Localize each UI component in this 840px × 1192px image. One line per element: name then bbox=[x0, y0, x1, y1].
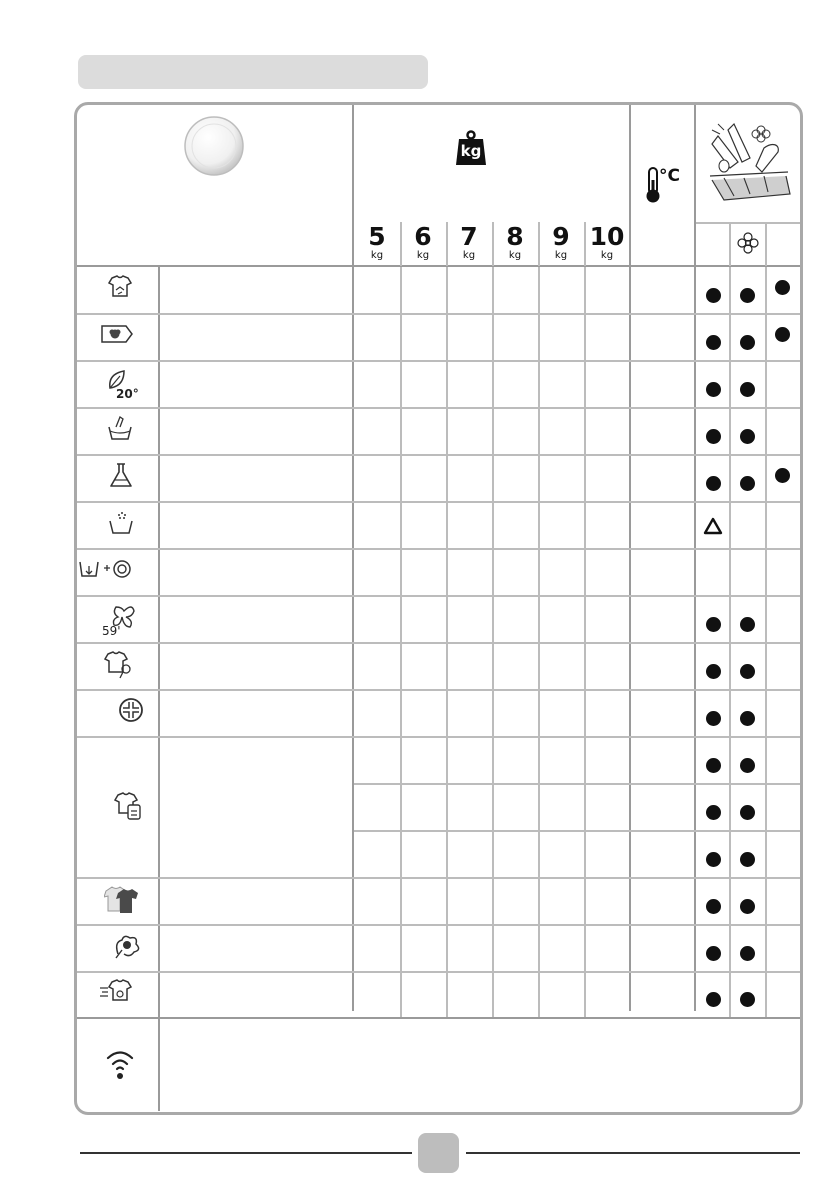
prewash-detergent-mark bbox=[706, 429, 721, 444]
prewash-detergent-mark bbox=[706, 335, 721, 350]
detergent-header-divider bbox=[765, 222, 767, 266]
table-row-line bbox=[77, 454, 800, 456]
table-row-line bbox=[77, 642, 800, 644]
hand-wash-basin-icon bbox=[106, 415, 142, 447]
table-row-line bbox=[77, 313, 800, 315]
prewash-detergent-mark bbox=[706, 992, 721, 1007]
main-detergent-mark bbox=[740, 852, 755, 867]
prewash-detergent-mark bbox=[706, 382, 721, 397]
detergent-drawer-icon bbox=[704, 118, 796, 210]
capacity-value: 9 bbox=[552, 222, 570, 251]
eco-leaf-20-icon bbox=[104, 368, 140, 400]
capacity-unit: kg bbox=[462, 250, 476, 261]
main-detergent-mark bbox=[740, 617, 755, 632]
main-detergent-mark bbox=[740, 288, 755, 303]
capacity-value: 8 bbox=[506, 222, 524, 251]
softener-mark bbox=[775, 280, 790, 295]
prewash-detergent-mark bbox=[706, 664, 721, 679]
main-detergent-mark bbox=[740, 429, 755, 444]
section-title-bar bbox=[78, 55, 428, 89]
shirt-sport-icon bbox=[104, 650, 140, 682]
shirt-auto-dose-icon bbox=[114, 791, 150, 823]
table-row-line bbox=[77, 689, 800, 691]
table-row-line bbox=[354, 783, 800, 785]
main-detergent-mark bbox=[740, 335, 755, 350]
prewash-detergent-mark bbox=[706, 852, 721, 867]
prewash-detergent-mark bbox=[706, 476, 721, 491]
prewash-detergent-mark bbox=[706, 617, 721, 632]
capacity-value: 6 bbox=[414, 222, 432, 251]
prewash-detergent-mark bbox=[706, 946, 721, 961]
capacity-unit: kg bbox=[600, 250, 614, 261]
capacity-unit: kg bbox=[508, 250, 522, 261]
table-row-line bbox=[77, 360, 800, 362]
page-number-tab bbox=[418, 1133, 459, 1173]
softener-mark bbox=[775, 468, 790, 483]
mixed-stain-shirt-icon bbox=[106, 274, 142, 306]
table-row-line bbox=[77, 736, 800, 738]
temperature-unit-label: °C bbox=[659, 166, 680, 186]
table-row-line bbox=[77, 548, 800, 550]
prewash-detergent-mark bbox=[706, 711, 721, 726]
main-detergent-mark bbox=[740, 711, 755, 726]
svg-text:59': 59' bbox=[102, 623, 121, 635]
rapid-shirt-icon bbox=[100, 978, 136, 1010]
softener-mark bbox=[775, 327, 790, 342]
weight-kg-icon bbox=[455, 130, 487, 166]
header-bottom-line bbox=[77, 265, 800, 267]
table-row-line bbox=[77, 971, 800, 973]
prewash-detergent-mark bbox=[706, 899, 721, 914]
main-detergent-mark bbox=[740, 805, 755, 820]
table-row-line bbox=[77, 501, 800, 503]
capacity-unit: kg bbox=[554, 250, 568, 261]
svg-text:20°: 20° bbox=[116, 386, 139, 400]
main-detergent-mark bbox=[740, 382, 755, 397]
detergent-header-divider bbox=[729, 222, 731, 266]
table-row-line bbox=[77, 877, 800, 879]
prewash-detergent-mark bbox=[706, 288, 721, 303]
program-knob-icon bbox=[183, 115, 245, 177]
column-divider-temperature bbox=[694, 105, 696, 1011]
table-row-line bbox=[77, 407, 800, 409]
prewash-detergent-mark bbox=[706, 805, 721, 820]
hygiene-flask-icon bbox=[107, 462, 143, 494]
rinse-only-triangle bbox=[703, 517, 723, 535]
table-row-line bbox=[77, 595, 800, 597]
capacity-value: 7 bbox=[460, 222, 478, 251]
main-detergent-mark bbox=[740, 946, 755, 961]
mix-colors-icon bbox=[104, 885, 140, 917]
wifi-icon bbox=[105, 1046, 135, 1080]
capacity-unit: kg bbox=[370, 250, 384, 261]
capacity-value: 10 bbox=[589, 222, 625, 251]
express-cotton-tag-icon bbox=[100, 321, 136, 353]
capacity-unit: kg bbox=[416, 250, 430, 261]
footer-rule-left bbox=[80, 1152, 412, 1154]
main-detergent-mark bbox=[740, 758, 755, 773]
main-detergent-mark bbox=[740, 664, 755, 679]
antiallergy-cross-icon bbox=[118, 697, 154, 729]
table-bottom-line bbox=[77, 1017, 800, 1019]
flower-icon bbox=[737, 232, 759, 254]
cotton-flower-icon bbox=[112, 932, 148, 964]
detergent-header-line bbox=[696, 222, 800, 224]
table-row-line bbox=[354, 830, 800, 832]
weight-unit-label: kg bbox=[460, 142, 482, 160]
main-detergent-mark bbox=[740, 476, 755, 491]
footer-rule-right bbox=[466, 1152, 800, 1154]
main-detergent-mark bbox=[740, 992, 755, 1007]
main-detergent-mark bbox=[740, 899, 755, 914]
rinse-spray-icon bbox=[107, 509, 143, 541]
prewash-detergent-mark bbox=[706, 758, 721, 773]
capacity-value: 5 bbox=[368, 222, 386, 251]
drain-spin-icon bbox=[78, 556, 134, 588]
quick-59-butterfly-icon bbox=[102, 603, 138, 635]
table-row-line bbox=[77, 924, 800, 926]
